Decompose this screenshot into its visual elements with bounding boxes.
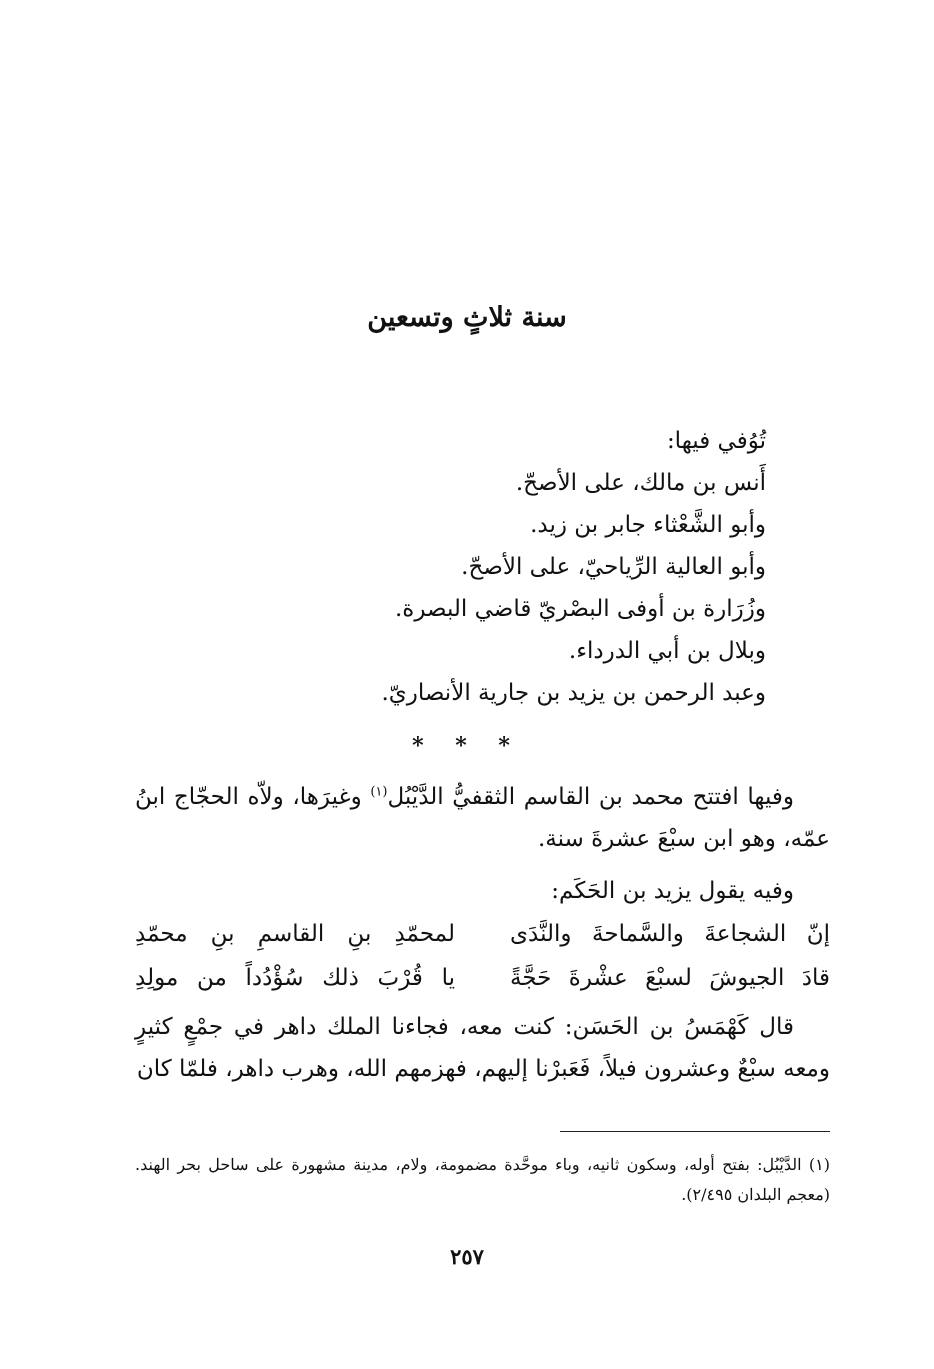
death-entry: أَنس بن مالك، على الأصحّ. [515,470,766,496]
poem-hemistich-first: إنّ الشجاعةَ والسَّماحةَ والنَّدَى [510,921,830,947]
death-entry: وأبو الشَّعْثاء جابر بن زيد. [530,512,766,538]
paragraph-poet-intro-text: وفيه يقول يزيد بن الحَكَم: [551,878,794,904]
footnote-reference: (١) [370,784,388,800]
death-entry: وزُرَارة بن أوفى البصْريّ قاضي البصرة. [394,596,766,622]
paragraph-conquest-text: وفيها افتتح محمد بن القاسم الثقفيُّ الدَّيْبُل [387,784,794,810]
footnote: (١) الدَّيْبُل: بفتح أوله، وسكون ثانيه، وباء موحَّدة مضمومة، ولام، مدينة مشهورة على ساحل بحر الهند. (معجم البلدان ٢/٤٩٥). [135,1155,831,1204]
footnote-divider [560,1131,830,1132]
paragraph-kahmas-text: قال كَهْمَسُ بن الحَسَن: كنت معه، فجاءنا الملك داهر في جمْعٍ كثيرٍ ومعه سبْعٌ وعشرون فيلاً، فَعَبرْنا إليهم، فهزمهم الله، وهرب داهر، فلمّا كان [135,1014,830,1082]
paragraph-kahmas [135,1006,830,1090]
paragraph-poet-intro [135,870,830,912]
poem-verse [135,956,830,1000]
death-entry: وعبد الرحمن بن يزيد بن جارية الأنصاريّ. [381,680,766,706]
page-number: ٢٥٧ [450,1244,484,1269]
poem [135,912,830,1000]
poem-hemistich-first: قادَ الجيوشَ لسبْعَ عشْرةَ حَجَّةً [510,965,830,991]
paragraph-conquest-text-rest: وغيرَها، ولاّه الحجّاج ابنُ عمّه، وهو ابن سبْعَ عشرةَ سنة. [135,784,830,852]
paragraph-conquest [135,776,830,860]
poem-hemistich-second: يا قُرْبَ ذلك سُؤْدُداً من مولِدِ [135,965,455,991]
page-title: سنة ثلاثٍ وتسعين [367,302,567,333]
deaths-list [206,420,766,714]
section-separator: * * * [412,733,522,759]
deaths-intro: تُوُفي فيها: [666,428,766,454]
poem-hemistich-second: لمحمّدِ بنِ القاسمِ بنِ محمّدِ [135,921,455,947]
death-entry: وبلال بن أبي الدرداء. [568,638,766,664]
death-entry: وأبو العالية الرِّياحيّ، على الأصحّ. [461,554,766,580]
poem-verse [135,912,830,956]
